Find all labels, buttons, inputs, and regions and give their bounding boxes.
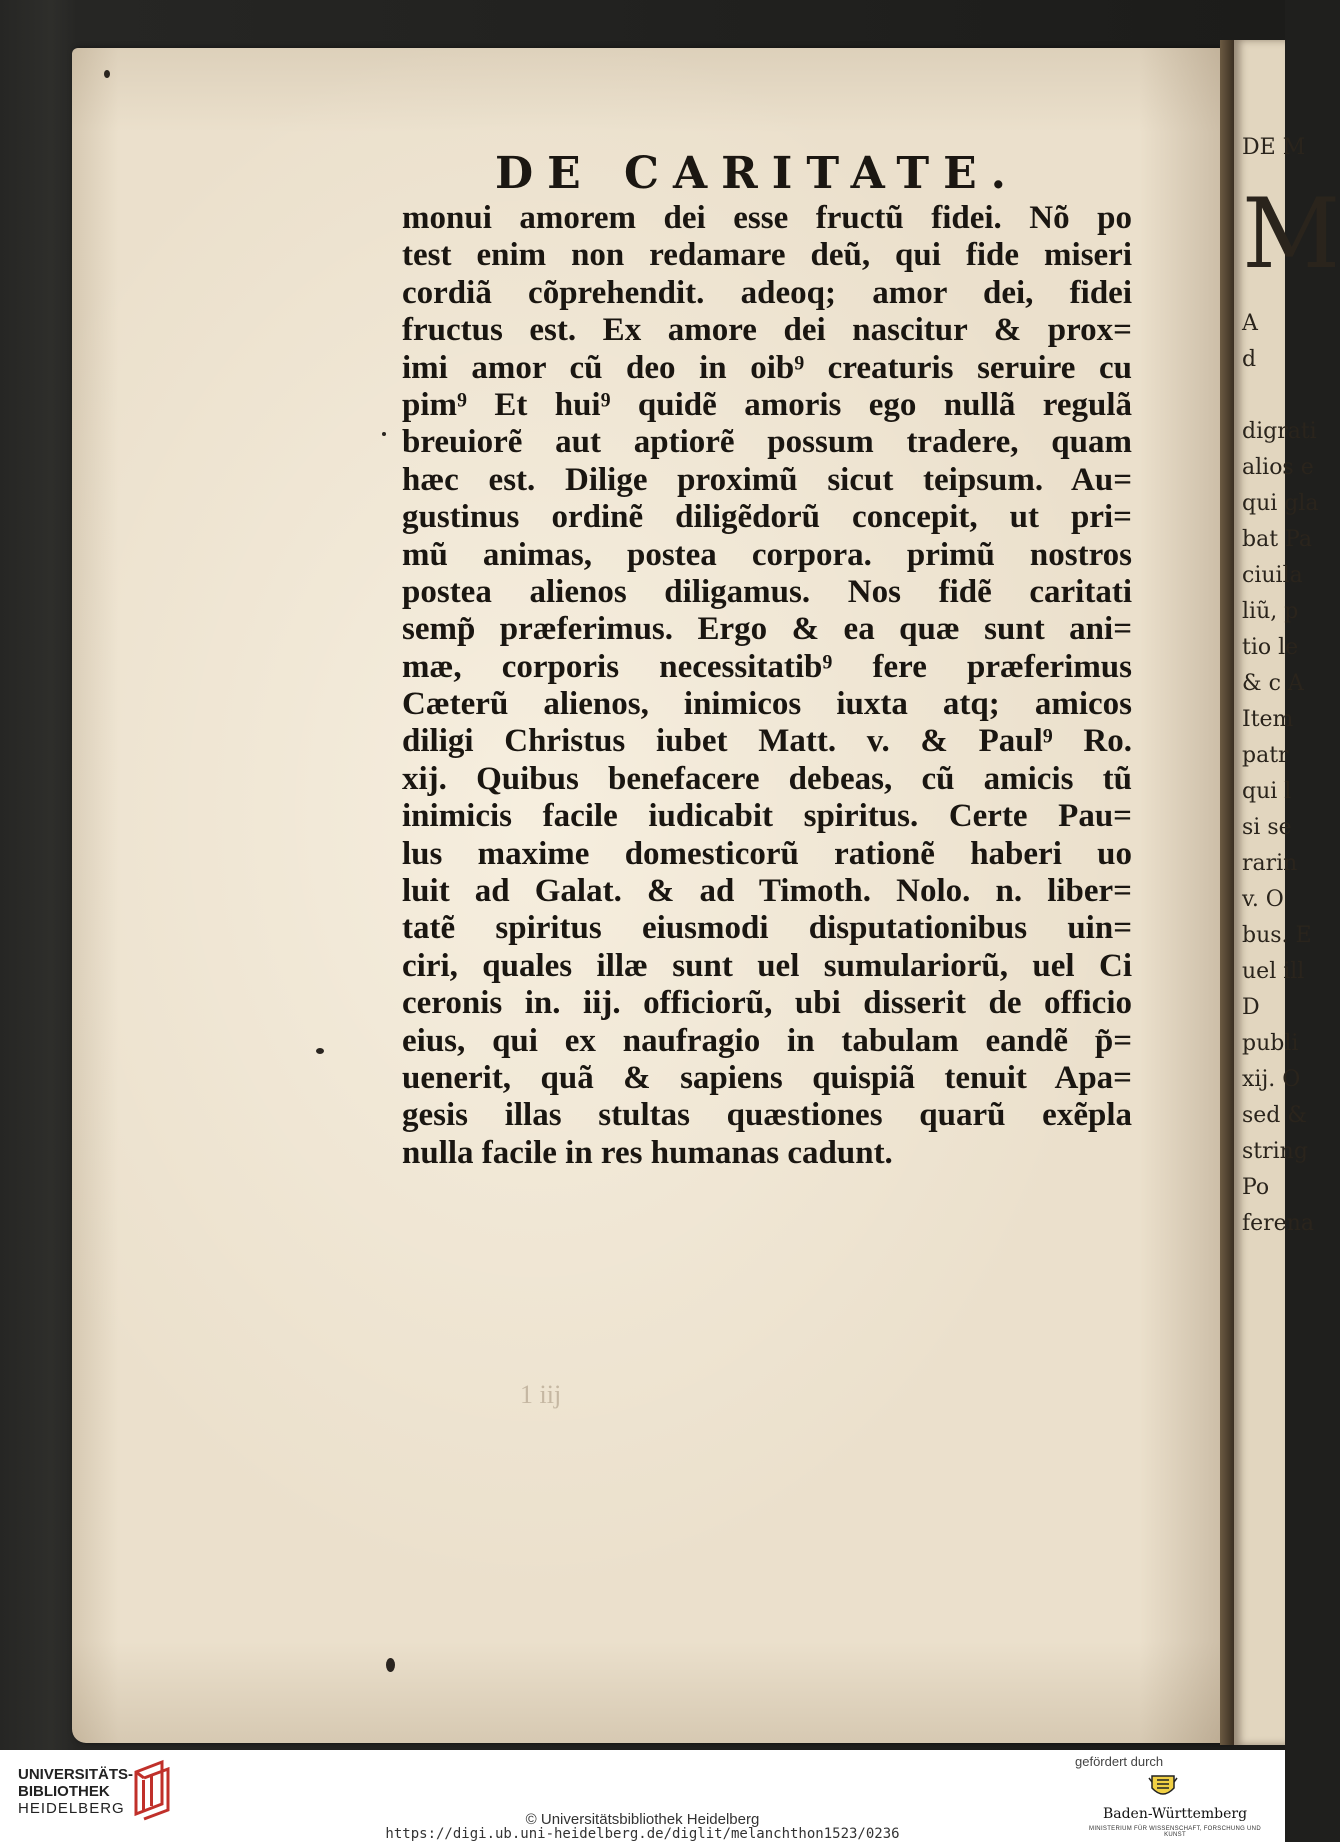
funded-by-label: gefördert durch [1075,1754,1164,1769]
state-emblem-icon[interactable] [1148,1772,1178,1800]
ink-speck [386,1658,395,1672]
facing-page-line [1242,378,1302,414]
text-line: imi amor cũ deo in oib⁹ creaturis seruire cu [402,349,1132,386]
facing-page-edge [1234,40,1340,1745]
facing-page-line: publi [1242,1031,1299,1056]
facing-page-line: DE M [1242,135,1306,160]
sponsor-name: Baden-Württemberg [1102,1806,1248,1822]
facing-page-line: tio le [1242,635,1299,660]
library-name-line1: UNIVERSITÄTS- [18,1766,134,1783]
facing-page-line: patr [1242,743,1289,768]
text-line: fructus est. Ex amore dei nascitur & prox= [402,312,1132,349]
facing-page-text [1242,130,1340,1242]
text-line: tatẽ spiritus eiusmodi disputationibus uin= [402,910,1132,947]
facing-page-line: v. O [1242,887,1284,912]
library-name-line3: HEIDELBERG [18,1800,125,1817]
facing-page-line: d [1242,347,1257,372]
main-text-block [402,200,1132,1172]
permalink-url[interactable]: https://digi.ub.uni-heidelberg.de/diglit/melanchthon1523/0236 [385,1826,900,1842]
facing-page-initial: M [1242,178,1340,290]
text-line: mæ, corporis necessitatib⁹ fere præferimus [402,648,1132,685]
text-line: semp̃ præferimus. Ergo & ea quæ sunt ani= [402,611,1132,648]
facing-page-line: uel ill [1242,959,1305,984]
text-line: nulla facile in res humanas cadunt. [402,1134,893,1171]
text-line: ceronis in. iij. officiorũ, ubi disserit de officio [402,985,1132,1022]
text-line: lus maxime domesticorũ rationẽ haberi uo [402,835,1132,872]
facing-page-line: rarin [1242,851,1298,876]
text-line: monui amorem dei esse fructũ fidei. Nõ po [402,200,1132,236]
text-line: cordiã cõprehendit. adeoq; amor dei, fidei [402,274,1132,311]
ink-speck [104,70,110,78]
sponsor-ministry: MINISTERIUM FÜR WISSENSCHAFT, FORSCHUNG UND KUNST [1089,1826,1261,1838]
text-line: hæc est. Dilige proximũ sicut teipsum. Au= [402,461,1132,498]
text-line: ciri, quales illæ sunt uel sumulariorũ, uel Ci [402,947,1132,984]
text-line: xij. Quibus benefacere debeas, cũ amicis tũ [402,760,1132,797]
facing-page-line: string [1242,1139,1308,1164]
facing-page-line: liũ, p [1242,599,1299,624]
ink-speck [316,1048,324,1054]
page-heading: DE CARITATE. [495,148,1020,199]
text-line: gesis illas stultas quæstiones quarũ exẽpla [402,1097,1132,1134]
text-line: eius, qui ex naufragio in tabulam eandẽ p̃= [402,1022,1132,1059]
facing-page-line: D [1242,995,1260,1020]
text-line: gustinus ordinẽ diligẽdorũ concepit, ut pri= [402,499,1132,536]
facing-page-line: qui gla [1242,491,1319,516]
library-name[interactable] [18,1766,133,1817]
facing-page-line: Po [1242,1175,1270,1200]
text-line: diligi Christus iubet Matt. v. & Paul⁹ Ro. [402,723,1132,760]
facing-page-line: xij. O [1242,1067,1301,1092]
text-line: Cæterũ alienos, inimicos iuxta atq; amicos [402,686,1132,723]
copyright-notice: © Universitätsbibliothek Heidelberg [525,1811,760,1828]
facing-page-line: bat Pa [1242,527,1312,552]
facing-page-line: bus. E [1242,923,1312,948]
facing-page-line: ciuila [1242,563,1303,588]
text-line: inimicis facile iudicabit spiritus. Certe Pau= [402,798,1132,835]
facing-page-line: alios e [1242,455,1314,480]
text-line: postea alienos diligamus. Nos fidẽ caritati [402,573,1132,610]
facing-page-line: ferena [1242,1211,1314,1236]
show-through-text: 1 iij [520,1380,562,1409]
facing-page-line: si se [1242,815,1292,840]
facing-page-line: Item [1242,707,1294,732]
facing-page-line: qui l [1242,779,1292,804]
text-line: uenerit, quã & sapiens quispiã tenuit Apa= [402,1059,1132,1096]
page-gutter [1220,40,1234,1745]
facing-page-line: sed & [1242,1103,1307,1128]
facing-page-line: & c A [1242,671,1304,696]
facing-page-line: A [1242,311,1258,336]
text-line: luit ad Galat. & ad Timoth. Nolo. n. liber= [402,873,1132,910]
ink-speck [382,432,386,436]
library-name-line2: BIBLIOTHEK [18,1783,110,1800]
text-line: breuiorẽ aut aptiorẽ possum tradere, quam [402,424,1132,461]
text-line: test enim non redamare deũ, qui fide miseri [402,237,1132,274]
text-line: mũ animas, postea corpora. primũ nostros [402,536,1132,573]
facing-page-line: digrati [1242,419,1317,444]
text-line: pim⁹ Et hui⁹ quidẽ amoris ego nullã regulã [402,386,1132,423]
